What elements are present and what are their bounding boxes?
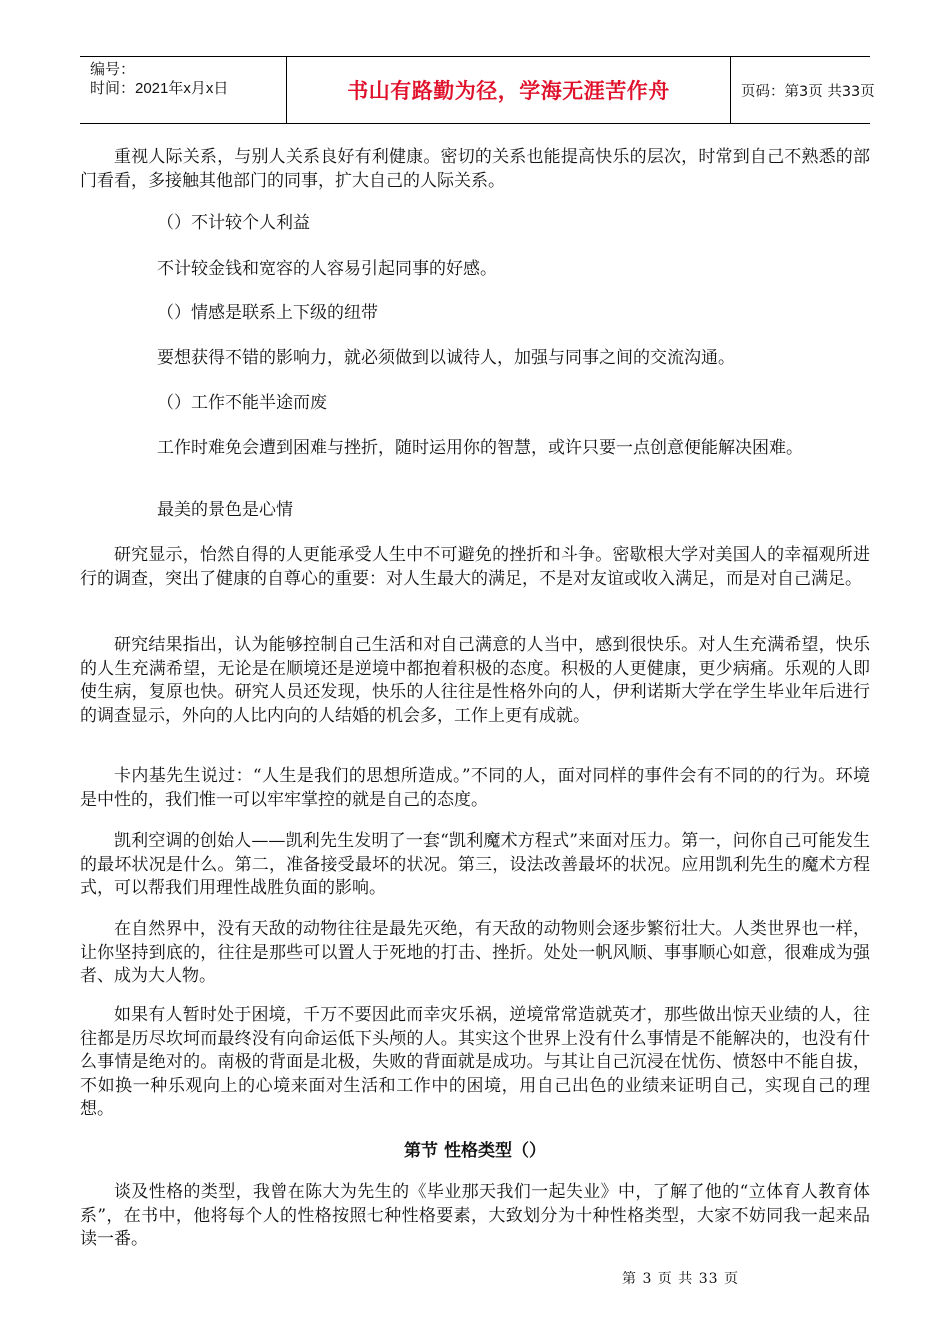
document-number-label: 编号：	[90, 61, 136, 78]
header-motto-cell	[286, 57, 731, 123]
header-motto: 书山有路勤为径，学海无涯苦作舟	[347, 79, 670, 103]
header-meta	[80, 57, 286, 123]
paragraph: 谈及性格的类型，我曾在陈大为先生的《毕业那天我们一起失业》中，了解了他的“立体育人教育体系”，在书中，他将每个人的性格按照七种性格要素，大致划分为十种性格类型，大家不妨同我一起来品读一番。	[80, 1182, 870, 1249]
document-time-label: 时间：2021年x月x日	[90, 80, 229, 97]
paragraph: 不计较金钱和宽容的人容易引起同事的好感。	[157, 259, 497, 279]
document-header	[80, 56, 875, 124]
list-item-heading: （）不计较个人利益	[157, 213, 310, 233]
list-item-heading: （）工作不能半途而废	[157, 393, 327, 413]
paragraph: 要想获得不错的影响力，就必须做到以诚待人，加强与同事之间的交流沟通。	[157, 348, 735, 368]
paragraph: 工作时难免会遭到困难与挫折，随时运用你的智慧，或许只要一点创意便能解决困难。	[157, 438, 803, 458]
paragraph: 在自然界中，没有天敌的动物往往是最先灭绝，有天敌的动物则会逐步繁衍壮大。人类世界也一样，让你坚持到底的，往往是那些可以置人于死地的打击、挫折。处处一帆风顺、事事顺心如意，很难成为强者、成为大人物。	[80, 919, 870, 986]
section-heading: 第节 性格类型（）	[404, 1141, 546, 1161]
header-page-info: 页码：第3页 共33页	[741, 83, 875, 100]
list-item-heading: （）情感是联系上下级的纽带	[157, 303, 378, 323]
paragraph: 研究结果指出，认为能够控制自己生活和对自己满意的人当中，感到很快乐。对人生充满希望，快乐的人生充满希望，无论是在顺境还是逆境中都抱着积极的态度。积极的人更健康，更少病痛。乐观的人即使生病，复原也快。研究人员还发现，快乐的人往往是性格外向的人，伊利诺斯大学在学生毕业年后进行的调查显示，外向的人比内向的人结婚的机会多，工作上更有成就。	[80, 635, 870, 726]
paragraph: 卡内基先生说过：“人生是我们的思想所造成。”不同的人，面对同样的事件会有不同的的行为。环境是中性的，我们惟一可以牢牢掌控的就是自己的态度。	[80, 766, 870, 810]
paragraph: 研究显示，怡然自得的人更能承受人生中不可避免的挫折和斗争。密歇根大学对美国人的幸福观所进行的调查，突出了健康的自尊心的重要：对人生最大的满足，不是对友谊或收入满足，而是对自己满足。	[80, 545, 870, 589]
paragraph: 重视人际关系，与别人关系良好有利健康。密切的关系也能提高快乐的层次，时常到自己不熟悉的部门看看，多接触其他部门的同事，扩大自己的人际关系。	[80, 147, 870, 191]
page-footer: 第 3 页 共 33 页	[622, 1271, 739, 1287]
subsection-title: 最美的景色是心情	[157, 500, 293, 520]
paragraph: 凯利空调的创始人——凯利先生发明了一套“凯利魔术方程式”来面对压力。第一，问你自己可能发生的最坏状况是什么。第二，准备接受最坏的状况。第三，设法改善最坏的状况。应用凯利先生的魔术方程式，可以帮我们用理性战胜负面的影响。	[80, 831, 870, 898]
paragraph: 如果有人暂时处于困境，千万不要因此而幸灾乐祸，逆境常常造就英才，那些做出惊天业绩的人，往往都是历尽坎坷而最终没有向命运低下头颅的人。其实这个世界上没有什么事情是不能解决的，也没有什么事情是绝对的。南极的背面是北极，失败的背面就是成功。与其让自己沉浸在忧伤、愤怒中不能自拔，不如换一种乐观向上的心境来面对生活和工作中的困境，用自己出色的业绩来证明自己，实现自己的理想。	[80, 1005, 870, 1119]
